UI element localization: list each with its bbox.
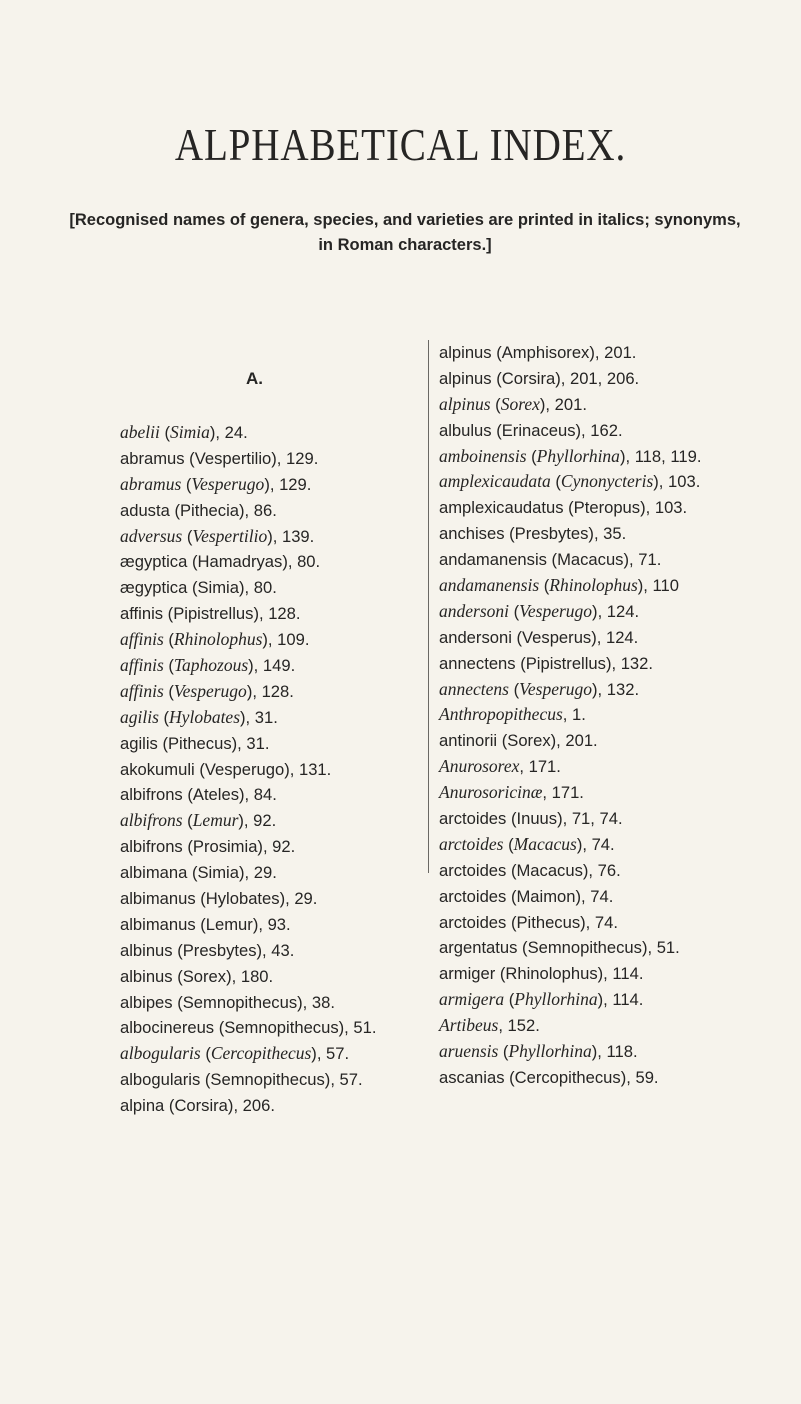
entry-pages: 51.: [353, 1018, 377, 1038]
entry-genus: Phyllorhina: [508, 1041, 592, 1062]
index-entry: ægyptica (Hamadryas), 80.: [120, 552, 321, 572]
entry-pages: 132.: [606, 679, 640, 699]
index-entry: albinus (Presbytes), 43.: [120, 940, 295, 960]
index-entry: adusta (Pithecia), 86.: [120, 500, 277, 520]
entry-name: albifrons: [120, 837, 183, 857]
page-title: ALPHABETICAL INDEX.: [174, 119, 627, 170]
entry-pages: 152.: [507, 1016, 540, 1036]
index-entry: alpinus (Corsira), 201, 206.: [439, 368, 640, 388]
section-letter: A.: [246, 369, 263, 388]
editorial-note: [Recognised names of genera, species, and varieties are printed in italics; synonyms, in Roman characters.]: [69, 211, 741, 254]
entry-genus: Simia: [197, 578, 239, 598]
entry-name: akokumuli: [120, 759, 195, 779]
entry-genus: Phyllorhina: [514, 989, 598, 1010]
entry-pages: 31.: [254, 707, 278, 727]
entry-name: andersoni: [439, 627, 512, 647]
entry-genus: Ateles: [192, 785, 239, 805]
index-entry: aruensis (Phyllorhina), 118.: [439, 1041, 638, 1062]
entry-name: ægyptica: [120, 578, 188, 598]
index-entry: anchises (Presbytes), 35.: [439, 524, 627, 544]
entry-name: albipes: [120, 992, 173, 1012]
entry-name: albifrons: [120, 810, 183, 831]
entry-pages: 57.: [326, 1044, 350, 1064]
entry-pages: 129.: [286, 448, 319, 468]
index-entry: arctoides (Inuus), 71, 74.: [439, 809, 623, 829]
entry-name: abramus: [120, 473, 182, 494]
entry-name: alpinus: [439, 393, 491, 414]
entry-pages: 103.: [668, 472, 701, 492]
entry-pages: 59.: [635, 1067, 659, 1087]
entry-name: albogularis: [120, 1043, 201, 1064]
entry-genus: Vesperugo: [519, 600, 593, 621]
entry-name: alpinus: [439, 368, 492, 388]
entry-genus: Cynonycteris: [560, 471, 654, 492]
entry-pages: 201.: [554, 394, 587, 414]
entry-genus: Amphisorex: [501, 343, 590, 362]
index-entry: armiger (Rhinolophus), 114.: [439, 964, 644, 984]
entry-pages: 93.: [267, 914, 291, 934]
index-entry: adversus (Vespertilio), 139.: [120, 525, 315, 546]
entry-pages: 92.: [253, 811, 277, 831]
entry-pages: 139.: [281, 526, 315, 546]
left-entry-list: [120, 420, 420, 1119]
entry-genus: Semnopithecus: [210, 1070, 325, 1090]
entry-genus: Rhinolophus: [549, 575, 638, 596]
entry-genus: Inuus: [516, 809, 558, 829]
index-entry: arctoides (Maimon), 74.: [439, 886, 614, 906]
entry-name: andamanensis: [439, 550, 547, 570]
entry-name: albocinereus: [120, 1018, 215, 1038]
entry-genus: Semnopithecus: [182, 992, 298, 1012]
entry-pages: 114.: [612, 964, 644, 984]
entry-genus: Vesperugo: [519, 678, 593, 699]
entry-name: Artibeus: [439, 1015, 499, 1036]
entry-name: argentatus: [439, 938, 518, 958]
entry-pages: 92.: [272, 837, 296, 857]
entry-pages: 76.: [597, 860, 621, 880]
index-entry: alpina (Corsira), 206.: [120, 1096, 275, 1116]
entry-genus: Hylobates: [169, 706, 241, 727]
index-entry: Anthropopithecus, 1.: [439, 704, 586, 725]
entry-name: albifrons: [120, 785, 183, 805]
entry-name: arctoides: [439, 833, 504, 854]
entry-name: agilis: [120, 733, 158, 753]
index-entry: andersoni (Vesperugo), 124.: [439, 600, 640, 621]
entry-pages: 86.: [253, 500, 277, 520]
index-entry: abramus (Vespertilio), 129.: [120, 448, 319, 468]
entry-genus: Pteropus: [573, 498, 641, 518]
entry-pages: 109.: [277, 630, 310, 650]
entry-pages: 118, 119.: [634, 446, 702, 466]
entry-pages: 38.: [311, 992, 335, 1012]
index-entry: akokumuli (Vesperugo), 131.: [120, 759, 332, 779]
index-entry: albocinereus (Semnopithecus), 51.: [120, 1018, 377, 1038]
entry-name: anchises: [439, 524, 505, 544]
entry-pages: 71, 74.: [571, 809, 623, 829]
entry-genus: Pithecus: [516, 912, 581, 932]
entry-genus: Macacus: [557, 550, 624, 570]
entry-pages: 71.: [638, 550, 662, 570]
entry-pages: 124.: [606, 601, 640, 621]
entry-genus: Vespertilio: [194, 448, 272, 468]
entry-name: alpina: [120, 1096, 165, 1116]
entry-genus: Lemur: [205, 914, 253, 934]
entry-genus: Presbytes: [182, 940, 257, 960]
index-entry: abramus (Vesperugo), 129.: [120, 473, 312, 494]
index-entry: albulus (Erinaceus), 162.: [439, 420, 623, 440]
entry-genus: Sorex: [182, 966, 227, 986]
entry-genus: Cercopithecus: [514, 1067, 621, 1087]
index-entry: antinorii (Sorex), 201.: [439, 731, 598, 751]
entry-name: albimana: [120, 863, 188, 883]
entry-name: armiger: [439, 964, 496, 984]
index-entry: amplexicaudata (Cynonycteris), 103.: [439, 471, 701, 492]
entry-pages: 35.: [603, 524, 627, 544]
entry-name: albimanus: [120, 914, 196, 934]
index-entry: amplexicaudatus (Pteropus), 103.: [439, 498, 688, 518]
entry-name: arctoides: [439, 809, 507, 829]
entry-pages: 162.: [590, 420, 623, 440]
entry-pages: 29.: [294, 889, 318, 909]
entry-pages: 80.: [297, 552, 321, 572]
entry-pages: 149.: [262, 656, 296, 676]
entry-name: annectens: [439, 678, 509, 699]
entry-name: amplexicaudatus: [439, 498, 564, 518]
entry-pages: 43.: [271, 940, 295, 960]
entry-name: armigera: [439, 989, 505, 1010]
entry-pages: 201, 206.: [569, 368, 640, 388]
index-entry: affinis (Taphozous), 149.: [120, 655, 296, 676]
entry-genus: Taphozous: [173, 655, 249, 676]
entry-genus: Prosimia: [192, 837, 258, 857]
index-entry: andamanensis (Rhinolophus), 110: [439, 575, 679, 596]
entry-pages: 84.: [253, 785, 277, 805]
entry-genus: Erinaceus: [501, 420, 576, 440]
entry-name: affinis: [120, 629, 164, 650]
entry-pages: 51.: [656, 938, 680, 958]
index-entry: albimana (Simia), 29.: [120, 863, 277, 883]
index-entry: albinus (Sorex), 180.: [120, 966, 274, 986]
index-entry: andersoni (Vesperus), 124.: [439, 627, 639, 647]
entry-genus: Vesperus: [522, 627, 592, 647]
entry-pages: 132.: [620, 653, 653, 673]
entry-genus: Pithecia: [179, 500, 240, 520]
entry-name: albimanus: [120, 889, 196, 909]
left-column: [120, 420, 420, 1119]
index-entry: affinis (Vesperugo), 128.: [120, 680, 294, 701]
entry-pages: 131.: [298, 759, 332, 779]
index-entry: andamanensis (Macacus), 71.: [439, 550, 662, 570]
entry-pages: 1.: [572, 705, 586, 725]
index-entry: affinis (Rhinolophus), 109.: [120, 629, 310, 650]
index-entry: annectens (Pipistrellus), 132.: [439, 653, 653, 673]
index-entry: albifrons (Prosimia), 92.: [120, 837, 296, 857]
entry-genus: Pithecus: [167, 733, 232, 753]
entry-genus: Simia: [170, 422, 210, 442]
index-entry: albogularis (Semnopithecus), 57.: [120, 1070, 363, 1090]
entry-genus: Pipistrellus: [173, 604, 254, 624]
entry-pages: 124.: [605, 627, 639, 647]
entry-name: amboinensis: [439, 445, 527, 466]
index-entry: arctoides (Macacus), 74.: [439, 833, 615, 854]
entry-pages: 180.: [240, 966, 274, 986]
entry-genus: Vesperugo: [204, 759, 285, 779]
entry-pages: 57.: [339, 1070, 363, 1090]
index-entry: ægyptica (Simia), 80.: [120, 578, 277, 598]
entry-genus: Lemur: [192, 810, 239, 831]
index-entry: arctoides (Macacus), 76.: [439, 860, 621, 880]
entry-name: Anurosoricinæ: [439, 782, 543, 803]
entry-name: adusta: [120, 500, 170, 520]
entry-name: arctoides: [439, 860, 507, 880]
entry-name: abelii: [120, 422, 160, 442]
index-entry: albifrons (Ateles), 84.: [120, 785, 277, 805]
index-entry: Anurosoricinæ, 171.: [439, 782, 584, 803]
index-entry: armigera (Phyllorhina), 114.: [439, 989, 644, 1010]
entry-genus: Pipistrellus: [525, 653, 606, 673]
entry-pages: 110: [652, 576, 679, 596]
entry-pages: 74.: [590, 886, 614, 906]
index-entry: Artibeus, 152.: [439, 1015, 540, 1036]
index-entry: abelii (Simia), 24.: [120, 422, 248, 442]
entry-genus: Vesperugo: [173, 680, 247, 701]
entry-name: adversus: [120, 525, 183, 546]
index-entry: albipes (Semnopithecus), 38.: [120, 992, 335, 1012]
entry-pages: 128.: [261, 681, 294, 701]
entry-pages: 128.: [268, 604, 301, 624]
index-entry: arctoides (Pithecus), 74.: [439, 912, 618, 932]
entry-genus: Cercopithecus: [210, 1043, 312, 1064]
entry-genus: Presbytes: [514, 524, 589, 544]
entry-name: abramus: [120, 448, 185, 468]
entry-pages: 29.: [253, 863, 277, 883]
index-entry: agilis (Pithecus), 31.: [120, 733, 270, 753]
entry-name: affinis: [120, 680, 164, 701]
index-entry: albimanus (Lemur), 93.: [120, 914, 291, 934]
entry-genus: Vespertilio: [192, 525, 268, 546]
entry-genus: Corsira: [501, 368, 556, 388]
index-entry: amboinensis (Phyllorhina), 118, 119.: [439, 445, 702, 466]
entry-pages: 24.: [224, 423, 248, 442]
entry-pages: 74.: [594, 912, 618, 932]
entry-genus: Vesperugo: [191, 473, 265, 494]
entry-pages: 201.: [565, 731, 598, 751]
index-entry: albimanus (Hylobates), 29.: [120, 889, 318, 909]
entry-genus: Corsira: [174, 1096, 228, 1116]
entry-pages: 206.: [242, 1096, 275, 1116]
entry-pages: 103.: [654, 498, 688, 518]
entry-pages: 171.: [528, 757, 561, 777]
entry-name: agilis: [120, 706, 159, 727]
index-entry: agilis (Hylobates), 31.: [120, 706, 278, 727]
index-entry: argentatus (Semnopithecus), 51.: [439, 938, 680, 958]
entry-genus: Hamadryas: [197, 552, 283, 572]
entry-name: albulus: [439, 420, 492, 440]
entry-genus: Hylobates: [205, 889, 280, 909]
entry-name: albinus: [120, 966, 173, 986]
entry-name: Anthropopithecus: [439, 704, 563, 725]
index-entry: alpinus (Sorex), 201.: [439, 393, 587, 414]
index-entry: Anurosorex, 171.: [439, 756, 561, 777]
entry-genus: Maimon: [516, 886, 576, 906]
entry-genus: Simia: [197, 863, 239, 883]
entry-name: arctoides: [439, 912, 507, 932]
right-column: [428, 340, 801, 1087]
entry-genus: Macacus: [516, 860, 583, 880]
entry-pages: 80.: [253, 578, 277, 598]
entry-name: affinis: [120, 604, 164, 624]
index-entry: alpinus (Amphisorex), 201.: [439, 343, 637, 362]
entry-pages: 171.: [551, 783, 584, 803]
entry-pages: 201.: [604, 343, 637, 362]
entry-name: albinus: [120, 940, 173, 960]
entry-genus: Phyllorhina: [536, 445, 620, 466]
entry-genus: Sorex: [500, 393, 540, 414]
entry-name: arctoides: [439, 886, 507, 906]
entry-name: andamanensis: [439, 575, 540, 596]
entry-name: antinorii: [439, 731, 498, 751]
entry-genus: Rhinolophus: [173, 629, 263, 650]
index-entry: affinis (Pipistrellus), 128.: [120, 604, 301, 624]
entry-name: aruensis: [439, 1041, 499, 1062]
entry-name: albogularis: [120, 1070, 201, 1090]
entry-name: annectens: [439, 653, 516, 673]
entry-pages: 114.: [612, 990, 644, 1010]
entry-genus: Semnopithecus: [224, 1018, 339, 1038]
entry-pages: 129.: [279, 474, 312, 494]
entry-name: amplexicaudata: [439, 471, 551, 492]
entry-pages: 31.: [246, 733, 270, 753]
entry-pages: 74.: [591, 834, 615, 854]
entry-name: affinis: [120, 655, 164, 676]
index-entry: ascanias (Cercopithecus), 59.: [439, 1067, 659, 1087]
entry-genus: Macacus: [513, 833, 577, 854]
entry-pages: 118.: [606, 1042, 638, 1062]
entry-name: Anurosorex: [439, 756, 520, 777]
entry-name: andersoni: [439, 600, 509, 621]
right-entry-list: [439, 340, 801, 1091]
index-entry: albogularis (Cercopithecus), 57.: [120, 1043, 350, 1064]
entry-name: ascanias: [439, 1067, 505, 1087]
entry-name: alpinus: [439, 343, 492, 362]
entry-genus: Sorex: [507, 731, 551, 751]
index-entry: annectens (Vesperugo), 132.: [439, 678, 640, 699]
entry-genus: Rhinolophus: [505, 964, 598, 984]
entry-genus: Semnopithecus: [527, 938, 642, 958]
index-entry: albifrons (Lemur), 92.: [120, 810, 277, 831]
entry-name: ægyptica: [120, 552, 188, 572]
